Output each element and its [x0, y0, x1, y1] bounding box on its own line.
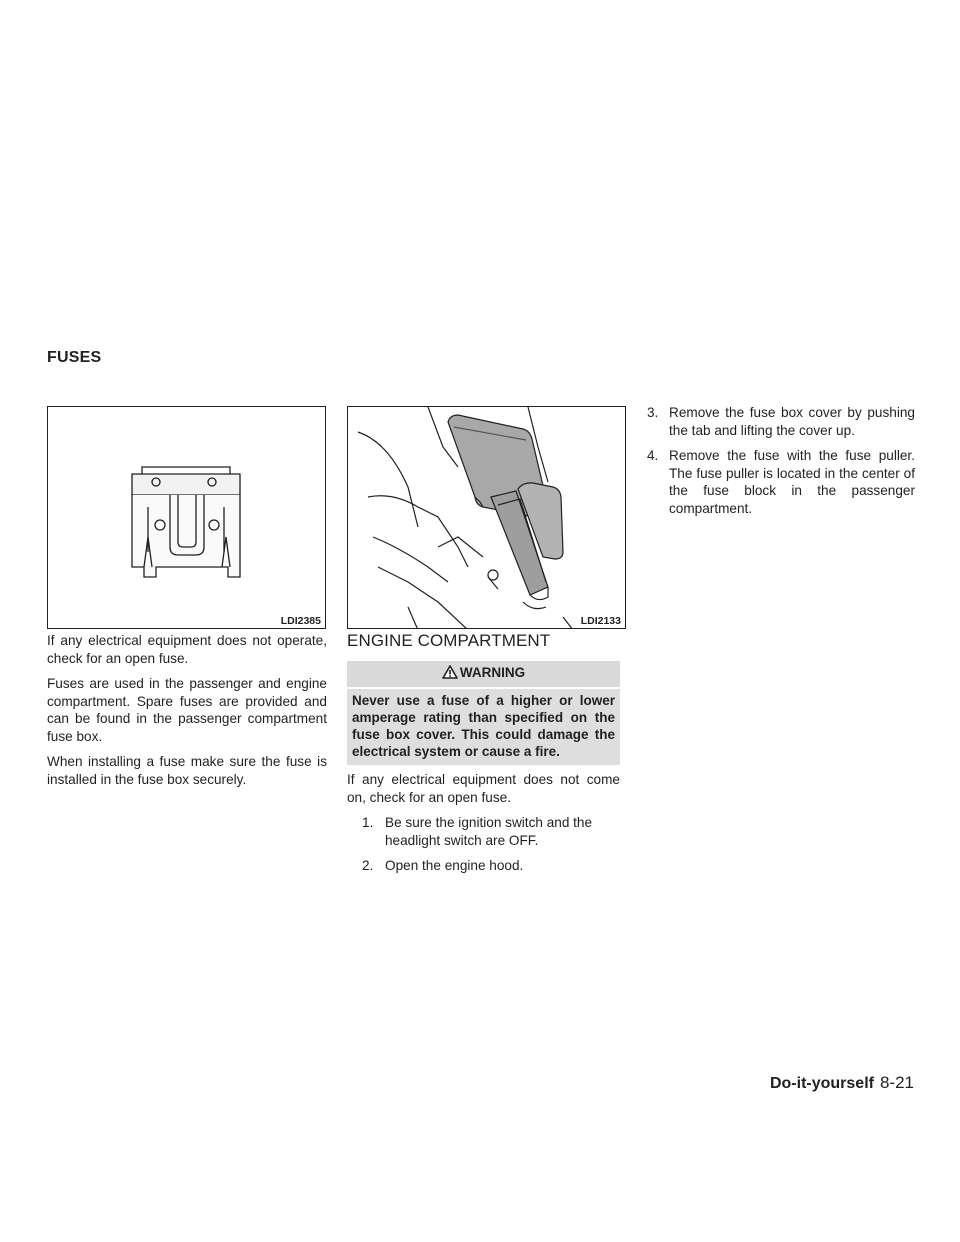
list-item [347, 814, 620, 849]
list-item [647, 447, 915, 517]
page-footer [770, 1073, 914, 1093]
step-number: 1. [362, 815, 374, 830]
warning-triangle-icon [442, 665, 458, 684]
paragraph: If any electrical equipment does not come on, check for an open fuse. [347, 772, 620, 805]
figure-label: LDI2133 [580, 615, 621, 627]
step-number: 2. [362, 858, 374, 873]
footer-section: Do-it-yourself [769, 1075, 874, 1092]
engine-fuse-box-icon [348, 407, 626, 629]
step-list [347, 814, 620, 875]
warning-text: Never use a fuse of a higher or lower amperage rating than specified on the fuse box cover. This could damage the electrical system or cause a fire. [347, 689, 620, 765]
step-list [647, 404, 915, 517]
blade-fuse-icon [48, 407, 326, 629]
warning-title: WARNING [459, 664, 526, 680]
figure-engine-fuse-box [347, 406, 626, 629]
step-number: 3. [647, 405, 659, 420]
page-number: 8-21 [879, 1073, 914, 1092]
column-steps-continued [647, 404, 915, 525]
step-number: 4. [647, 448, 659, 463]
list-item [347, 857, 620, 875]
step-text: Open the engine hood. [385, 858, 524, 873]
warning-header [347, 661, 620, 688]
step-text: Be sure the ignition switch and the headlight switch are OFF. [385, 815, 593, 848]
paragraph: Fuses are used in the passenger and engine compartment. Spare fuses are provided and can be found in the passenger compartment fuse box. [47, 676, 327, 744]
subsection-heading: ENGINE COMPARTMENT [347, 631, 551, 650]
paragraph: If any electrical equipment does not operate, check for an open fuse. [47, 633, 327, 666]
column-engine-compartment [347, 632, 620, 883]
step-text: Remove the fuse box cover by pushing the tab and lifting the cover up. [669, 405, 915, 438]
list-item [647, 404, 915, 439]
step-text: Remove the fuse with the fuse puller. The fuse puller is located in the center of the fuse block in the passenger compartment. [669, 448, 915, 516]
figure-blade-fuse [47, 406, 326, 629]
figure-label: LDI2385 [280, 615, 321, 627]
section-title: FUSES [47, 349, 102, 366]
column-intro [47, 632, 327, 796]
paragraph: When installing a fuse make sure the fuse is installed in the fuse box securely. [47, 754, 327, 787]
